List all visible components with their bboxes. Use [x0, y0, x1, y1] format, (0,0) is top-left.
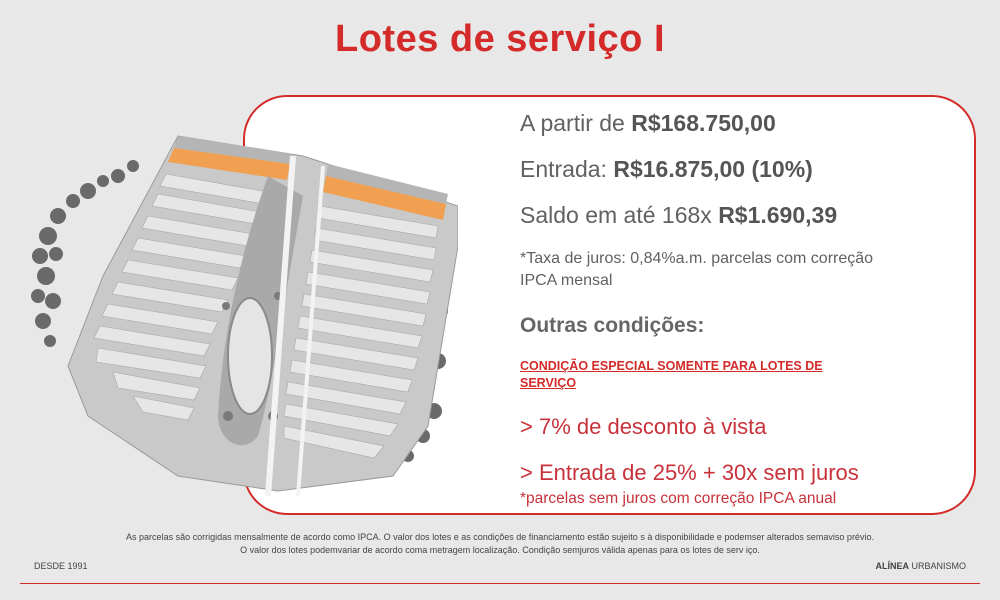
installments-line: > Entrada de 25% + 30x sem juros [520, 460, 859, 485]
brand-logo [875, 561, 966, 571]
start-price-label: A partir de [520, 110, 632, 136]
discount-line: > 7% de desconto à vista [520, 414, 767, 439]
entry-value: R$16.875,00 (10%) [613, 156, 813, 182]
balance-label: Saldo em até 168x [520, 202, 719, 228]
footer-divider [20, 583, 980, 584]
installments-note: *parcelas sem juros com correção IPCA anual [520, 490, 837, 507]
special-condition-link[interactable]: CONDIÇÃO ESPECIAL SOMENTE PARA LOTES DE SERVIÇO [520, 359, 823, 390]
start-price-value: R$168.750,00 [631, 110, 776, 136]
page-title: Lotes de serviço I [334, 18, 665, 60]
balance-line [520, 202, 837, 229]
disclaimer [60, 531, 940, 557]
start-price-line [520, 110, 776, 137]
entry-line [520, 156, 813, 183]
disclaimer-line-2: O valor dos lotes podemvariar de acordo coma metragem localização. Condição semjuros válida apenas para os lotes de serv iço. [240, 545, 760, 555]
balance-value: R$1.690,39 [718, 202, 838, 228]
disclaimer-line-1: As parcelas são corrigidas mensalmente de acordo como IPCA. O valor dos lotes e as condições de financiamento estão sujeito s à disponibilidade e podemser alterados semaviso prévio. [126, 532, 874, 542]
brand-name-rest: URBANISMO [908, 561, 966, 571]
interest-note: *Taxa de juros: 0,84%a.m. parcelas com correção IPCA mensal [520, 250, 874, 289]
brand-name-bold: ALÍNEA [875, 561, 909, 571]
other-conditions-heading: Outras condições: [520, 314, 705, 337]
site-plan-map-icon [28, 96, 458, 496]
since-label: DESDE 1991 [34, 561, 88, 571]
entry-label: Entrada: [520, 156, 614, 182]
